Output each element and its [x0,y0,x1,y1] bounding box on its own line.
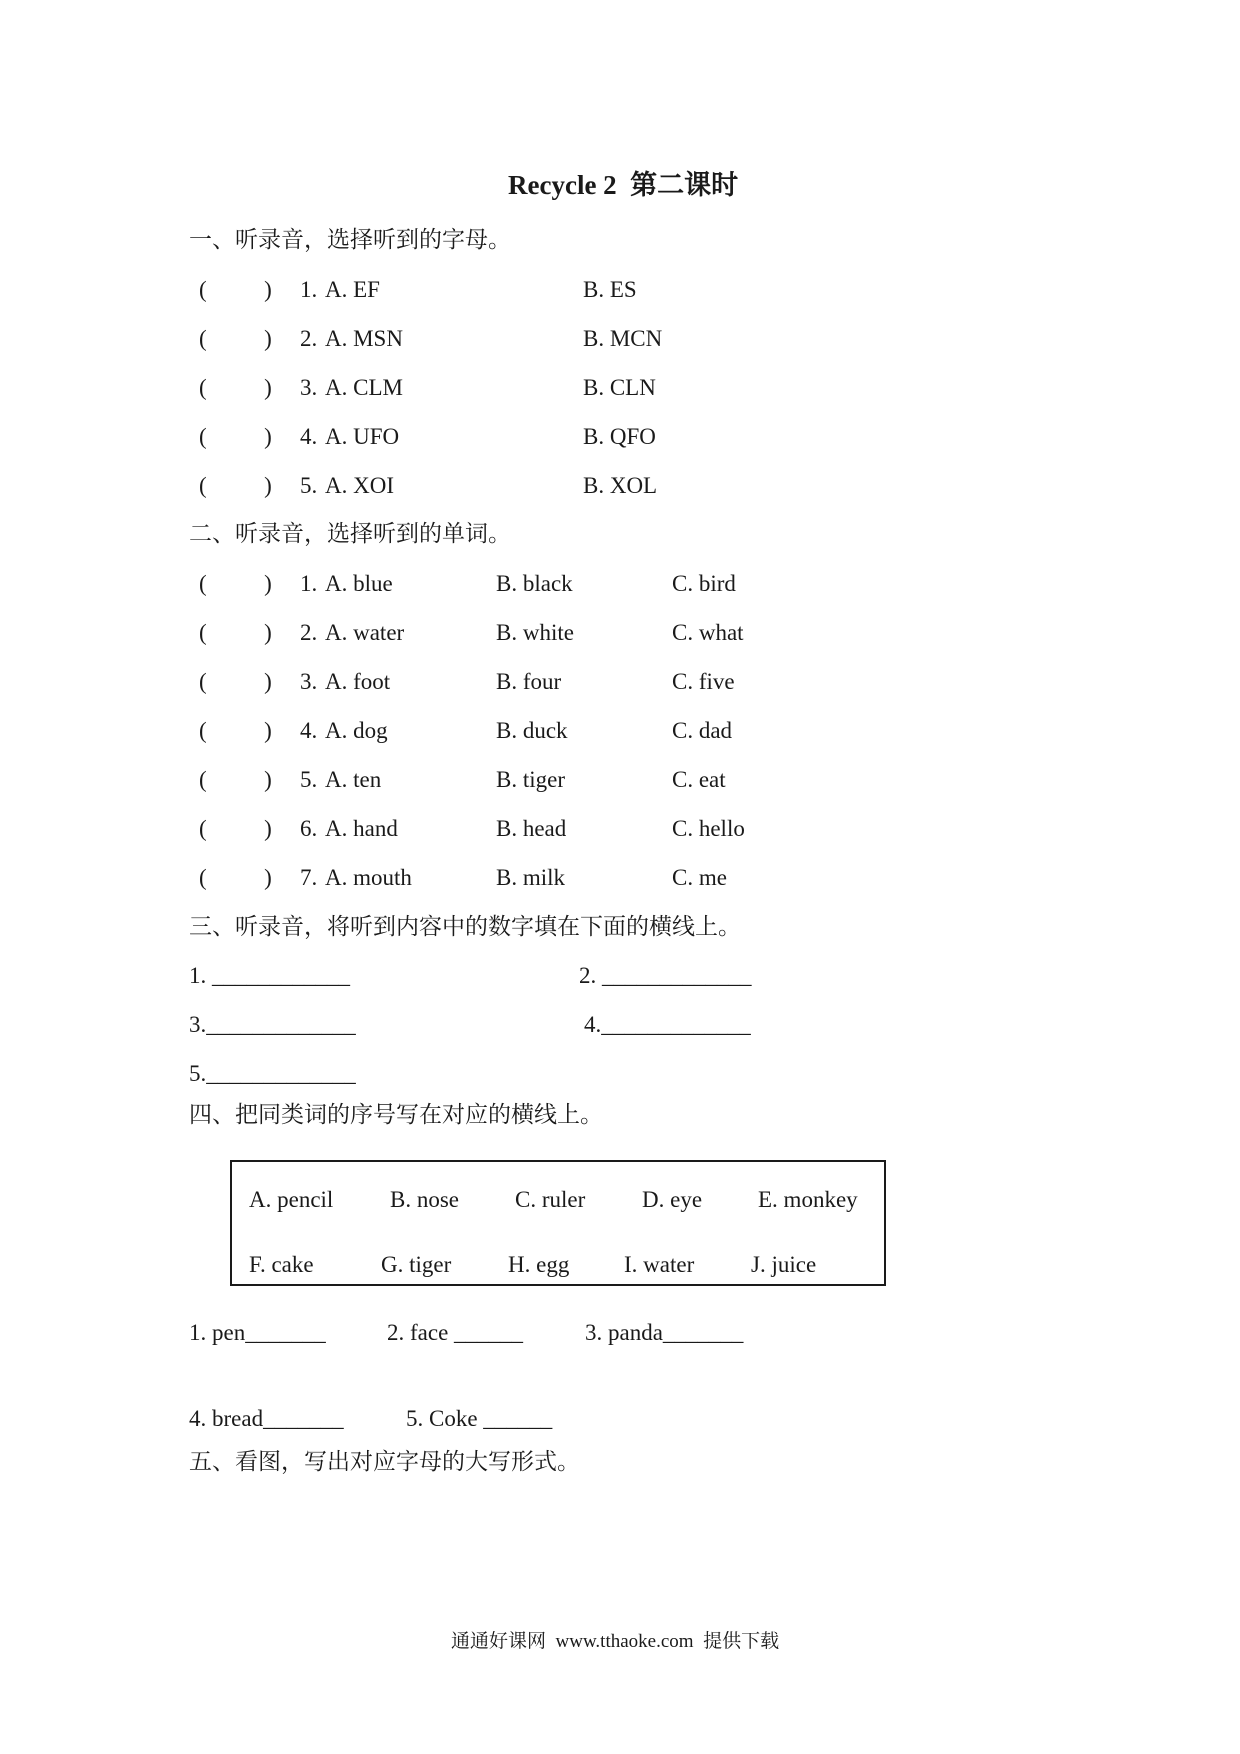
number-blank[interactable]: 5._____________ [189,1061,356,1086]
answer-paren[interactable]: ( ) [199,816,272,841]
option-c: C. hello [672,816,745,841]
number-blank[interactable]: 4._____________ [584,1012,751,1037]
option-c: C. bird [672,571,736,596]
word-bank-item: J. juice [751,1252,817,1277]
section4-heading: 四、把同类词的序号写在对应的横线上。 [189,1102,603,1127]
option-a: A. foot [325,669,391,694]
item-number: 1. [300,277,318,302]
option-c: C. me [672,865,727,890]
option-b: B. four [496,669,562,694]
word-bank-item: D. eye [642,1187,703,1212]
word-bank-item: C. ruler [515,1187,586,1212]
option-a: A. blue [325,571,393,596]
item-number: 4. [300,424,318,449]
number-blank[interactable]: 1. ____________ [189,963,350,988]
answer-paren[interactable]: ( ) [199,277,272,302]
option-a: A. UFO [325,424,400,449]
option-a: A. CLM [325,375,403,400]
option-a: A. ten [325,767,382,792]
item-number: 6. [300,816,318,841]
word-bank-item: G. tiger [381,1252,452,1277]
answer-paren[interactable]: ( ) [199,718,272,743]
option-b: B. white [496,620,574,645]
option-b: B. CLN [583,375,656,400]
answer-paren[interactable]: ( ) [199,669,272,694]
word-bank-item: F. cake [249,1252,314,1277]
number-blank[interactable]: 2. _____________ [579,963,752,988]
option-a: A. mouth [325,865,412,890]
section5-heading: 五、看图，写出对应字母的大写形式。 [189,1449,580,1474]
answer-paren[interactable]: ( ) [199,473,272,498]
word-bank-item: B. nose [390,1187,459,1212]
category-blank[interactable]: 2. face ______ [387,1320,524,1345]
item-number: 3. [300,375,318,400]
item-number: 2. [300,620,318,645]
option-c: C. five [672,669,735,694]
word-bank-item: I. water [624,1252,695,1277]
answer-paren[interactable]: ( ) [199,326,272,351]
word-bank-item: A. pencil [249,1187,334,1212]
answer-paren[interactable]: ( ) [199,620,272,645]
answer-paren[interactable]: ( ) [199,865,272,890]
option-a: A. dog [325,718,388,743]
section2-heading: 二、听录音，选择听到的单词。 [189,521,511,546]
category-blank[interactable]: 1. pen_______ [189,1320,326,1345]
item-number: 2. [300,326,318,351]
option-a: A. EF [325,277,380,302]
category-blank[interactable]: 3. panda_______ [585,1320,744,1345]
category-blank[interactable]: 4. bread_______ [189,1406,344,1431]
option-a: A. water [325,620,405,645]
answer-paren[interactable]: ( ) [199,375,272,400]
item-number: 7. [300,865,318,890]
option-b: B. QFO [583,424,656,449]
page-footer: 通通好课网 www.tthaoke.com 提供下载 [451,1631,780,1652]
item-number: 4. [300,718,318,743]
option-b: B. black [496,571,573,596]
option-c: C. dad [672,718,733,743]
option-c: C. what [672,620,744,645]
option-b: B. duck [496,718,568,743]
option-b: B. milk [496,865,566,890]
option-c: C. eat [672,767,726,792]
page-title: Recycle 2 第二课时 [508,170,739,200]
category-blank[interactable]: 5. Coke ______ [406,1406,553,1431]
answer-paren[interactable]: ( ) [199,767,272,792]
option-b: B. XOL [583,473,658,498]
section1-heading: 一、听录音，选择听到的字母。 [189,227,511,252]
option-a: A. XOI [325,473,394,498]
option-b: B. tiger [496,767,565,792]
section3-heading: 三、听录音，将听到内容中的数字填在下面的横线上。 [189,914,741,939]
option-a: A. MSN [325,326,403,351]
word-bank-item: H. egg [508,1252,570,1277]
answer-paren[interactable]: ( ) [199,424,272,449]
option-a: A. hand [325,816,398,841]
option-b: B. MCN [583,326,663,351]
item-number: 1. [300,571,318,596]
word-bank-item: E. monkey [758,1187,858,1212]
item-number: 3. [300,669,318,694]
option-b: B. head [496,816,567,841]
number-blank[interactable]: 3._____________ [189,1012,356,1037]
answer-paren[interactable]: ( ) [199,571,272,596]
option-b: B. ES [583,277,637,302]
item-number: 5. [300,767,318,792]
item-number: 5. [300,473,318,498]
